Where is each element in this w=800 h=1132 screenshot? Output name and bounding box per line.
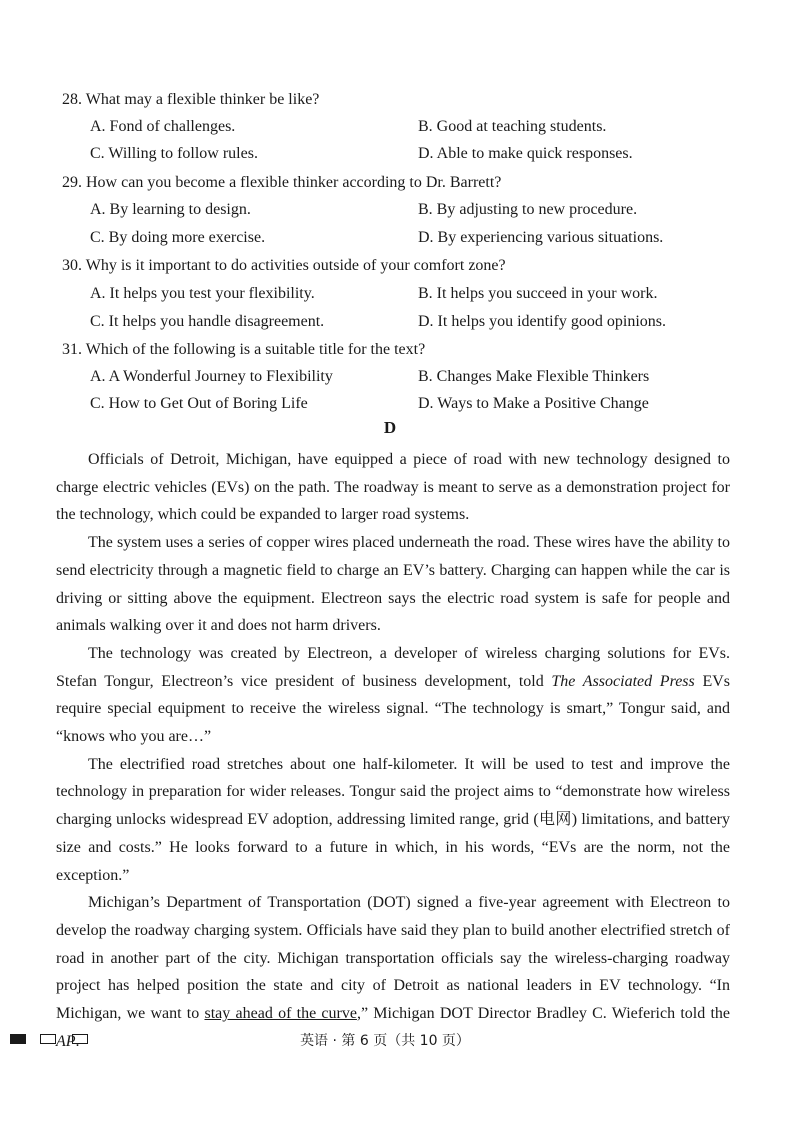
page-footer bbox=[0, 1028, 800, 1052]
option-31-a: A. A Wonderful Journey to Flexibility bbox=[90, 368, 333, 385]
question-31 bbox=[62, 340, 425, 360]
paragraph-text: Michigan’s Department of Transportation (DOT) signed a five-year agreement with Electreon to develop the roadway charging system. Officials have said they plan to build another electrified stretch of road in another part of the city. Michigan transportation officials say the wireless-charging roadway project has helped position the state and city of Detroit as national leaders in EV technology. “In Michigan, we want to bbox=[56, 894, 730, 1023]
question-stem: Why is it important to do activities outside of your comfort zone? bbox=[85, 257, 506, 274]
publication-name: The Associated Press bbox=[551, 672, 695, 690]
page-number: 英语 · 第 6 页（共 10 页） bbox=[300, 1033, 470, 1049]
reading-passage bbox=[56, 446, 730, 1055]
paragraph-text: . bbox=[75, 1032, 80, 1050]
question-stem: How can you become a flexible thinker according to Dr. Barrett? bbox=[86, 174, 502, 191]
option-28-c: C. Willing to follow rules. bbox=[90, 145, 258, 162]
option-28-d: D. Able to make quick responses. bbox=[418, 145, 633, 162]
option-31-c: C. How to Get Out of Boring Life bbox=[90, 395, 308, 412]
question-stem: What may a flexible thinker be like? bbox=[85, 91, 320, 108]
option-31-d: D. Ways to Make a Positive Change bbox=[418, 395, 649, 412]
passage-paragraph-4: The electrified road stretches about one half-kilometer. It will be used to test and improve the technology in preparation for wider releases. Tongur said the project aims to “demonstrate how wireless charging unlocks widespread EV adoption, addressing limited range, grid (电网) limitations, and battery size and costs.” He looks forward to a future in which, in his words, “EVs are the norm, not the exception.” bbox=[56, 755, 730, 884]
passage-paragraph-1: Officials of Detroit, Michigan, have equipped a piece of road with new technology designed to charge electric vehicles (EVs) on the path. The roadway is meant to serve as a demonstration project for the technology, which could be expanded to larger road systems. bbox=[56, 451, 730, 524]
option-31-b: B. Changes Make Flexible Thinkers bbox=[418, 368, 650, 385]
question-number: 31. bbox=[62, 341, 82, 358]
option-29-a: A. By learning to design. bbox=[90, 201, 251, 218]
question-28 bbox=[62, 90, 319, 110]
question-number: 29. bbox=[62, 174, 82, 191]
option-29-d: D. By experiencing various situations. bbox=[418, 229, 664, 246]
passage-paragraph-3 bbox=[56, 640, 730, 751]
question-29 bbox=[62, 173, 501, 193]
question-number: 30. bbox=[62, 257, 82, 274]
option-28-a: A. Fond of challenges. bbox=[90, 118, 236, 135]
option-30-a: A. It helps you test your flexibility. bbox=[90, 285, 315, 302]
option-28-b: B. Good at teaching students. bbox=[418, 118, 607, 135]
option-30-c: C. It helps you handle disagreement. bbox=[90, 313, 325, 330]
option-29-b: B. By adjusting to new procedure. bbox=[418, 201, 638, 218]
paragraph-text: EVs require special equipment to receive the wireless signal. “The technology is smart,” Tongur said, and “knows who you are…” bbox=[56, 672, 731, 746]
underlined-phrase: stay ahead of the curve bbox=[204, 1005, 357, 1023]
paragraph-text: The technology was created by Electreon, a developer of wireless charging solutions for EVs. Stefan Tongur, Electreon’s vice president of business development, told bbox=[56, 644, 730, 690]
option-30-b: B. It helps you succeed in your work. bbox=[418, 285, 658, 302]
option-30-d: D. It helps you identify good opinions. bbox=[418, 313, 666, 330]
question-30 bbox=[62, 256, 506, 276]
publication-abbrev: AP bbox=[56, 1032, 76, 1050]
question-stem: Which of the following is a suitable title for the text? bbox=[85, 341, 426, 358]
paragraph-text: ,” Michigan DOT Director Bradley C. Wieferich told the bbox=[356, 1005, 730, 1023]
question-number: 28. bbox=[62, 91, 82, 108]
passage-paragraph-2: The system uses a series of copper wires placed underneath the road. These wires have the ability to send electricity through a magnetic field to charge an EV’s battery. Charging can happen while the car is driving or sitting above the equipment. Electreon says the electric road system is safe for people and animals walking over it and does not harm drivers. bbox=[56, 534, 730, 635]
option-29-c: C. By doing more exercise. bbox=[90, 229, 266, 246]
section-heading: D bbox=[383, 418, 397, 437]
